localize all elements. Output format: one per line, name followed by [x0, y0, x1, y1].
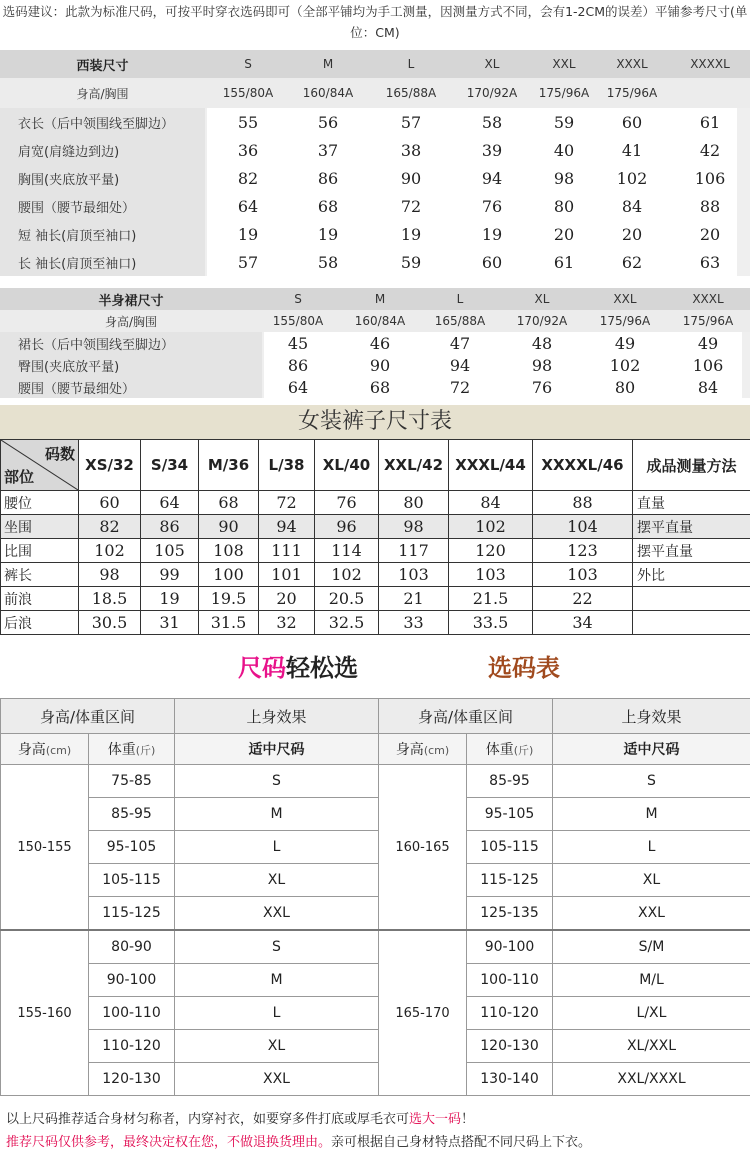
pants-size-header: M/36 [199, 440, 259, 491]
skirt-size-header: L [456, 292, 464, 306]
suit-size-header: XXL [552, 57, 576, 71]
weight-data-row [1, 997, 750, 1030]
suit-height-bust-label: 身高/胸围 [76, 86, 129, 101]
weight-range-cell: 130-140 [467, 1063, 553, 1096]
suit-row-label: 腰围（腰节最细处） [0, 192, 205, 220]
pants-value-cell: 108 [199, 539, 259, 563]
pants-method-cell [633, 611, 750, 635]
note-1-end: ！ [461, 1112, 475, 1127]
height-label: 身高 [17, 742, 46, 758]
suit-value-cell: 58 [317, 252, 339, 272]
suit-row-label: 胸围(夹底放平量) [0, 164, 205, 192]
pants-value-cell: 102 [79, 539, 141, 563]
suit-value-cell: 94 [481, 168, 503, 188]
weight-range-cell: 105-115 [89, 864, 175, 897]
suit-value-cell: 36 [237, 140, 259, 160]
pants-value-cell: 76 [315, 491, 379, 515]
weight-unit: (斤) [135, 744, 156, 757]
pants-method-header: 成品测量方法 [633, 440, 750, 491]
skirt-value-cell: 46 [369, 333, 391, 353]
suit-title: 西装尺寸 [76, 58, 129, 74]
fit-size-cell: XL [175, 1030, 379, 1063]
skirt-value-cell: 102 [609, 355, 641, 375]
pants-value-cell: 104 [533, 515, 633, 539]
suit-value-cell: 61 [553, 252, 575, 272]
pants-corner-size-label: 码数 [44, 445, 75, 463]
suit-header-row [0, 50, 750, 78]
height-subheader [379, 734, 467, 765]
suit-value-cell: 59 [553, 112, 575, 132]
weight-range-cell: 80-90 [89, 930, 175, 964]
weight-data-row [1, 798, 750, 831]
suit-value-cell: 60 [621, 112, 643, 132]
suit-size-header: XXXXL [690, 57, 730, 71]
note-2-highlight: 推荐尺码仅供参考，最终决定权在您，不做退换货理由。 [6, 1135, 332, 1150]
weight-range-cell: 100-110 [467, 964, 553, 997]
weight-range-cell: 90-100 [89, 964, 175, 997]
pants-value-cell: 22 [533, 587, 633, 611]
suit-value-cell: 80 [553, 196, 575, 216]
weight-range-cell: 100-110 [89, 997, 175, 1030]
suit-data-row [0, 220, 750, 248]
pants-value-cell: 98 [79, 563, 141, 587]
pants-value-cell: 21 [379, 587, 449, 611]
pants-value-cell: 103 [533, 563, 633, 587]
skirt-value-cell: 86 [287, 355, 309, 375]
effect-header: 上身效果 [175, 699, 379, 734]
weight-label: 体重 [107, 742, 136, 758]
weight-range-cell: 110-120 [89, 1030, 175, 1063]
suit-value-cell: 19 [317, 224, 339, 244]
suit-row-label: 衣长（后中领围线至脚边） [0, 108, 205, 136]
pants-value-cell: 33 [379, 611, 449, 635]
pants-size-header: S/34 [141, 440, 199, 491]
weight-subheader [467, 734, 553, 765]
pants-part-label: 比围 [1, 539, 79, 563]
fit-size-cell: S [553, 765, 750, 798]
pants-corner-cell [1, 440, 79, 491]
note-1-text: 以上尺码推荐适合身材匀称者，内穿衬衣，如要穿多件打底或厚毛衣可 [6, 1112, 410, 1127]
pants-value-cell: 19 [141, 587, 199, 611]
suit-value-cell: 38 [400, 140, 422, 160]
weight-data-row [1, 964, 750, 997]
pants-value-cell: 82 [79, 515, 141, 539]
height-range-cell: 160-165 [379, 765, 467, 931]
suit-size-header: S [244, 57, 252, 71]
skirt-data-row [0, 354, 750, 376]
skirt-height-bust-value: 155/80A [272, 314, 324, 328]
pants-value-cell: 123 [533, 539, 633, 563]
note-line-1 [6, 1108, 746, 1131]
fit-size-cell: XXL [175, 897, 379, 931]
weight-range-cell: 85-95 [89, 798, 175, 831]
suit-height-bust-value [670, 78, 750, 108]
suit-value-cell: 37 [317, 140, 339, 160]
skirt-value-cell: 72 [449, 377, 471, 397]
suit-size-header: L [407, 57, 415, 71]
pants-data-row [1, 539, 750, 563]
suit-value-cell: 62 [621, 252, 643, 272]
weight-range-cell: 120-130 [467, 1030, 553, 1063]
weight-data-row [1, 897, 750, 931]
skirt-height-bust-value: 175/96A [682, 314, 734, 328]
suit-value-cell: 60 [481, 252, 503, 272]
skirt-row-label: 裙长（后中领围线至脚边） [0, 332, 262, 354]
banner-size-text: 尺码 [238, 654, 286, 682]
weight-subheader [89, 734, 175, 765]
pants-value-cell: 120 [449, 539, 533, 563]
skirt-size-header: XXL [613, 292, 637, 306]
suit-value-cell: 58 [481, 112, 503, 132]
suit-value-cell: 56 [317, 112, 339, 132]
fit-size-cell: XL/XXL [553, 1030, 750, 1063]
fit-size-cell: XXL/XXXL [553, 1063, 750, 1096]
fit-size-cell: M/L [553, 964, 750, 997]
range-header: 身高/体重区间 [1, 699, 175, 734]
weight-data-row [1, 930, 750, 964]
skirt-value-cell: 48 [531, 333, 553, 353]
suit-height-bust-value: 170/92A [466, 86, 518, 100]
suit-value-cell: 19 [237, 224, 259, 244]
skirt-value-cell: 49 [697, 333, 719, 353]
weight-range-cell: 125-135 [467, 897, 553, 931]
suit-value-cell: 39 [481, 140, 503, 160]
pants-size-header: XS/32 [79, 440, 141, 491]
fit-size-subheader: 适中尺码 [553, 734, 750, 765]
pants-value-cell: 99 [141, 563, 199, 587]
skirt-height-bust-row [0, 310, 750, 332]
pants-value-cell: 20 [259, 587, 315, 611]
suit-data-row [0, 136, 750, 164]
skirt-value-cell: 94 [449, 355, 471, 375]
pants-size-header: L/38 [259, 440, 315, 491]
suit-value-cell: 64 [237, 196, 259, 216]
suit-data-row [0, 248, 750, 276]
suit-value-cell: 61 [699, 112, 721, 132]
pants-value-cell: 60 [79, 491, 141, 515]
skirt-header-row [0, 288, 750, 310]
weight-range-cell: 95-105 [467, 798, 553, 831]
skirt-row-value-area [264, 354, 742, 376]
pants-value-cell: 20.5 [315, 587, 379, 611]
suit-value-cell: 40 [553, 140, 575, 160]
suit-value-cell: 19 [400, 224, 422, 244]
weight-range-cell: 115-125 [467, 864, 553, 897]
skirt-row-value-area [264, 376, 742, 398]
suit-height-bust-value: 165/88A [385, 86, 437, 100]
fit-size-subheader: 适中尺码 [175, 734, 379, 765]
weight-subheader-row [1, 734, 750, 765]
suit-value-cell: 20 [699, 224, 721, 244]
pants-value-cell: 98 [379, 515, 449, 539]
pants-size-table [0, 439, 750, 635]
range-header: 身高/体重区间 [379, 699, 553, 734]
skirt-value-cell: 64 [287, 377, 309, 397]
pants-method-cell: 摆平直量 [633, 539, 750, 563]
skirt-size-header: M [374, 292, 386, 306]
weight-label: 体重 [485, 742, 514, 758]
suit-value-cell: 88 [699, 196, 721, 216]
skirt-row-label: 腰围（腰节最细处） [0, 376, 262, 398]
suit-value-cell: 76 [481, 196, 503, 216]
skirt-value-cell: 76 [531, 377, 553, 397]
weight-header-row [1, 699, 750, 734]
fit-size-cell: S [175, 930, 379, 964]
pants-table-title: 女装裤子尺寸表 [0, 405, 750, 439]
suit-height-bust-value: 160/84A [302, 86, 354, 100]
pants-value-cell: 30.5 [79, 611, 141, 635]
suit-value-cell: 63 [699, 252, 721, 272]
fit-size-cell: S/M [553, 930, 750, 964]
skirt-size-table [0, 288, 750, 398]
effect-header: 上身效果 [553, 699, 750, 734]
suit-value-cell: 55 [237, 112, 259, 132]
skirt-value-cell: 106 [692, 355, 724, 375]
suit-size-header: XXXL [616, 57, 648, 71]
height-range-cell: 155-160 [1, 930, 89, 1096]
height-weight-table [0, 698, 750, 1096]
weight-range-cell: 95-105 [89, 831, 175, 864]
fit-size-cell: XL [553, 864, 750, 897]
suit-height-bust-value: 175/96A [606, 86, 658, 100]
pants-value-cell: 33.5 [449, 611, 533, 635]
pants-value-cell: 111 [259, 539, 315, 563]
suit-value-cell: 90 [400, 168, 422, 188]
skirt-value-cell: 68 [369, 377, 391, 397]
note-line-2 [6, 1131, 746, 1154]
weight-data-row [1, 765, 750, 798]
pants-data-row [1, 491, 750, 515]
weight-range-cell: 75-85 [89, 765, 175, 798]
weight-range-cell: 115-125 [89, 897, 175, 931]
pants-value-cell: 32.5 [315, 611, 379, 635]
suit-value-cell: 98 [553, 168, 575, 188]
skirt-size-header: XL [534, 292, 550, 306]
suit-size-header: XL [484, 57, 500, 71]
suit-height-bust-value: 155/80A [222, 86, 274, 100]
weight-data-row [1, 864, 750, 897]
skirt-value-cell: 90 [369, 355, 391, 375]
note-2-text: 亲可根据自己身材特点搭配不同尺码上下衣。 [331, 1135, 592, 1150]
suit-value-cell: 68 [317, 196, 339, 216]
skirt-data-row [0, 376, 750, 398]
skirt-size-header: XXXL [692, 292, 724, 306]
suit-value-cell: 59 [400, 252, 422, 272]
pants-value-cell: 31.5 [199, 611, 259, 635]
skirt-value-cell: 80 [614, 377, 636, 397]
suit-row-label: 短 袖长(肩顶至袖口) [0, 220, 205, 248]
pants-value-cell: 96 [315, 515, 379, 539]
size-guide-banner [238, 650, 358, 686]
suit-data-row [0, 108, 750, 136]
footer-notes [6, 1108, 746, 1154]
weight-range-cell: 110-120 [467, 997, 553, 1030]
pants-value-cell: 102 [449, 515, 533, 539]
suit-value-cell: 42 [699, 140, 721, 160]
weight-unit: (斤) [513, 744, 534, 757]
pants-size-header: XL/40 [315, 440, 379, 491]
suit-value-cell: 84 [621, 196, 643, 216]
skirt-height-bust-value: 170/92A [516, 314, 568, 328]
skirt-height-bust-value: 160/84A [354, 314, 406, 328]
pants-data-row [1, 563, 750, 587]
skirt-value-cell: 49 [614, 333, 636, 353]
fit-size-cell: L [175, 831, 379, 864]
pants-size-header: XXXL/44 [449, 440, 533, 491]
weight-range-cell: 90-100 [467, 930, 553, 964]
pants-value-cell: 86 [141, 515, 199, 539]
fit-size-cell: M [553, 798, 750, 831]
fit-size-cell: L/XL [553, 997, 750, 1030]
height-range-cell: 150-155 [1, 765, 89, 931]
suit-value-cell: 19 [481, 224, 503, 244]
pants-data-row [1, 587, 750, 611]
pants-part-label: 坐围 [1, 515, 79, 539]
weight-range-cell: 120-130 [89, 1063, 175, 1096]
pants-size-header: XXXXL/46 [533, 440, 633, 491]
pants-value-cell: 19.5 [199, 587, 259, 611]
fit-size-cell: S [175, 765, 379, 798]
height-unit: (cm) [423, 744, 450, 757]
pants-value-cell: 68 [199, 491, 259, 515]
pants-value-cell: 84 [449, 491, 533, 515]
height-label: 身高 [395, 742, 424, 758]
fit-size-cell: M [175, 798, 379, 831]
pants-value-cell: 103 [379, 563, 449, 587]
pants-data-row [1, 515, 750, 539]
suit-row-label: 肩宽(肩缝边到边) [0, 136, 205, 164]
weight-data-row [1, 1030, 750, 1063]
skirt-size-header: S [294, 292, 302, 306]
pants-method-cell: 外比 [633, 563, 750, 587]
skirt-title: 半身裙尺寸 [98, 293, 164, 309]
pants-part-label: 腰位 [1, 491, 79, 515]
pants-data-row [1, 611, 750, 635]
suit-height-bust-value: 175/96A [538, 86, 590, 100]
pants-header-row [1, 440, 750, 491]
note-1-highlight: 选大一码 [409, 1112, 462, 1127]
suit-value-cell: 57 [400, 112, 422, 132]
pants-value-cell: 114 [315, 539, 379, 563]
suit-row-label: 长 袖长(肩顶至袖口) [0, 248, 205, 276]
fit-size-cell: XXL [553, 897, 750, 931]
pants-value-cell: 94 [259, 515, 315, 539]
suit-size-table [0, 50, 750, 276]
pants-value-cell: 34 [533, 611, 633, 635]
skirt-height-bust-value: 175/96A [599, 314, 651, 328]
pants-part-label: 后浪 [1, 611, 79, 635]
pants-part-label: 前浪 [1, 587, 79, 611]
pants-method-cell: 摆平直量 [633, 515, 750, 539]
pants-value-cell: 18.5 [79, 587, 141, 611]
pants-part-label: 裤长 [1, 563, 79, 587]
suit-value-cell: 102 [616, 168, 648, 188]
weight-range-cell: 105-115 [467, 831, 553, 864]
fit-size-cell: L [553, 831, 750, 864]
size-advice-text: 选码建议：此款为标准尺码，可按平时穿衣选码即可（全部平铺均为手工测量，因测量方式不同，会有1-2CM的误差）平铺参考尺寸(单位：CM) [2, 4, 748, 40]
fit-size-cell: XXL [175, 1063, 379, 1096]
pants-method-cell [633, 587, 750, 611]
suit-value-cell: 72 [400, 196, 422, 216]
skirt-row-value-area [264, 332, 742, 354]
skirt-row-label: 臀围(夹底放平量) [0, 354, 262, 376]
pants-value-cell: 103 [449, 563, 533, 587]
weight-data-row [1, 831, 750, 864]
skirt-value-cell: 47 [449, 333, 471, 353]
height-unit: (cm) [45, 744, 72, 757]
pants-value-cell: 80 [379, 491, 449, 515]
fit-size-cell: L [175, 997, 379, 1030]
suit-size-header: M [322, 57, 334, 71]
pants-corner-part-label: 部位 [4, 468, 35, 486]
pants-value-cell: 21.5 [449, 587, 533, 611]
pants-value-cell: 72 [259, 491, 315, 515]
pants-value-cell: 32 [259, 611, 315, 635]
skirt-value-cell: 45 [287, 333, 309, 353]
skirt-height-bust-value: 165/88A [434, 314, 486, 328]
suit-data-row [0, 192, 750, 220]
suit-value-cell: 106 [694, 168, 726, 188]
suit-value-cell: 82 [237, 168, 259, 188]
pants-value-cell: 88 [533, 491, 633, 515]
fit-size-cell: M [175, 964, 379, 997]
skirt-value-cell: 84 [697, 377, 719, 397]
suit-value-cell: 86 [317, 168, 339, 188]
pants-value-cell: 31 [141, 611, 199, 635]
pants-value-cell: 90 [199, 515, 259, 539]
suit-value-cell: 41 [621, 140, 643, 160]
pants-value-cell: 100 [199, 563, 259, 587]
size-chart-banner: 选码表 [488, 654, 560, 682]
suit-data-row [0, 164, 750, 192]
skirt-height-bust-label: 身高/胸围 [104, 314, 158, 329]
pants-size-header: XXL/42 [379, 440, 449, 491]
pants-value-cell: 64 [141, 491, 199, 515]
suit-value-cell: 20 [621, 224, 643, 244]
fit-size-cell: XL [175, 864, 379, 897]
banner-easy-text: 轻松选 [286, 654, 358, 682]
height-range-cell: 165-170 [379, 930, 467, 1096]
height-subheader [1, 734, 89, 765]
suit-value-cell: 57 [237, 252, 259, 272]
suit-value-cell: 20 [553, 224, 575, 244]
suit-height-bust-row [0, 78, 750, 108]
skirt-data-row [0, 332, 750, 354]
pants-method-cell: 直量 [633, 491, 750, 515]
weight-data-row [1, 1063, 750, 1096]
skirt-value-cell: 98 [531, 355, 553, 375]
pants-value-cell: 101 [259, 563, 315, 587]
pants-value-cell: 117 [379, 539, 449, 563]
pants-value-cell: 102 [315, 563, 379, 587]
pants-value-cell: 105 [141, 539, 199, 563]
weight-range-cell: 85-95 [467, 765, 553, 798]
